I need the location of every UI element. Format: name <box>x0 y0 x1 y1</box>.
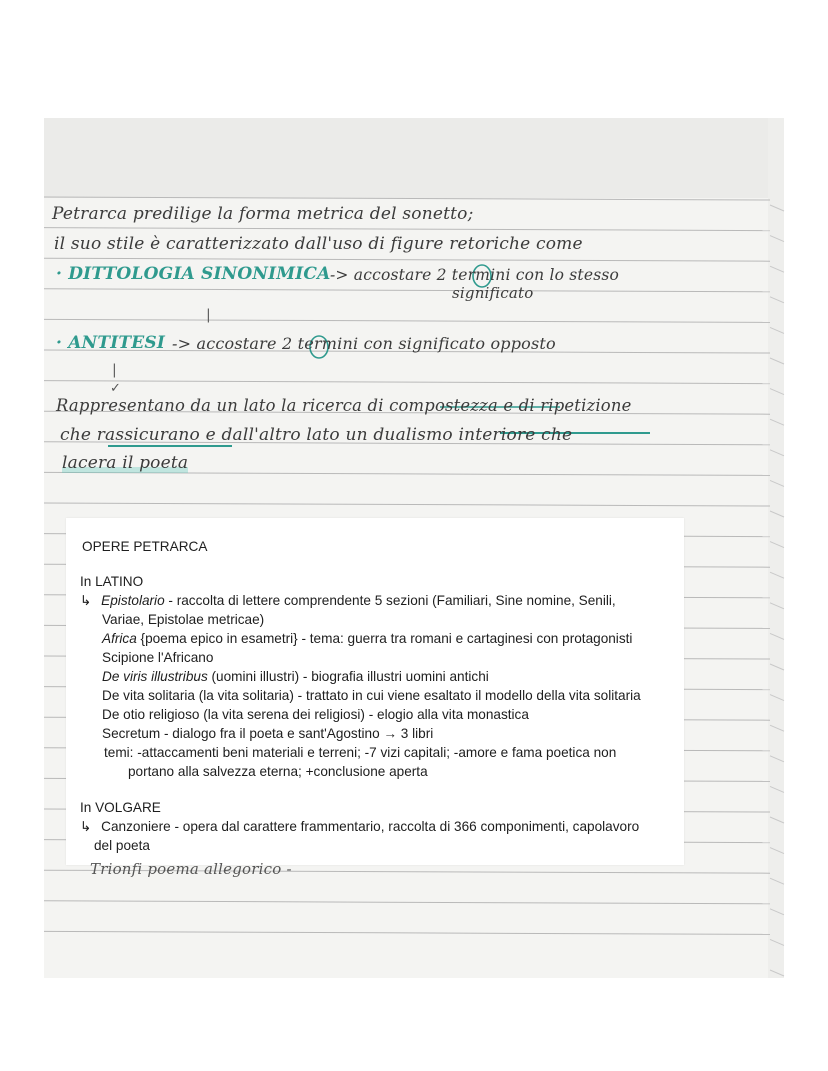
temi-entry-cont: portano alla salvezza eterna; +conclusione aperta <box>128 764 428 779</box>
canzoniere-text: Canzoniere - opera dal carattere frammentario, raccolta di 366 componimenti, capolavoro <box>101 819 640 834</box>
handwritten-line-3: -> accostare 2 termini con lo stesso <box>330 266 620 284</box>
arrow-icon: ↳ <box>80 819 92 834</box>
africa-text: {poema epico in esametri} - tema: guerra tra romani e cartaginesi con protagonisti <box>136 631 633 646</box>
sheet-title: OPERE PETRARCA <box>82 539 208 554</box>
canzoniere-entry <box>80 819 639 835</box>
handwritten-line-7: lacera il poeta <box>62 453 189 473</box>
check-mark: ✓ <box>110 381 121 396</box>
handwritten-line-6: che rassicurano e dall'altro lato un dualismo interiore che <box>60 425 573 445</box>
epistolario-entry <box>80 593 616 609</box>
africa-entry <box>102 631 632 646</box>
otio-entry: De otio religioso (la vita serena dei religiosi) - elogio alla vita monastica <box>102 707 529 722</box>
africa-name: Africa <box>102 631 137 646</box>
handwritten-line-1: Petrarca predilige la forma metrica del sonetto; <box>52 204 474 224</box>
printed-notes-sheet <box>66 518 684 865</box>
handwritten-term-dittologia: · DITTOLOGIA SINONIMICA <box>56 264 331 284</box>
epistolario-name: Epistolario <box>101 593 165 608</box>
handwritten-term-antitesi: · ANTITESI <box>56 333 166 353</box>
secretum-entry: Secretum - dialogo fra il poeta e sant'Agostino → 3 libri <box>102 726 434 741</box>
epistolario-entry-cont: Variae, Epistolae metricae) <box>102 612 265 627</box>
latin-heading: In LATINO <box>80 574 144 589</box>
tick-mark-b: | <box>112 362 117 378</box>
viris-text: (uomini illustri) - biografia illustri uomini antichi <box>207 669 489 684</box>
handwritten-line-4: -> accostare 2 termini con significato opposto <box>172 334 556 353</box>
handwritten-line-5: Rappresentano da un lato la ricerca di compostezza e di ripetizione <box>56 396 632 415</box>
page-top-shadow <box>44 118 784 198</box>
arrow-icon: ↳ <box>80 593 92 608</box>
solitaria-entry: De vita solitaria (la vita solitaria) - trattato in cui viene esaltato il modello della vita solitaria <box>102 688 641 703</box>
tick-mark: | <box>206 307 211 323</box>
volgare-heading: In VOLGARE <box>80 800 161 815</box>
viris-entry <box>102 669 489 684</box>
epistolario-text: - raccolta di lettere comprendente 5 sezioni (Familiari, Sine nomine, Senili, <box>164 593 616 608</box>
temi-entry: temi: -attaccamenti beni materiali e terreni; -7 vizi capitali; -amore e fama poetica non <box>104 745 617 760</box>
africa-entry-cont: Scipione l'Africano <box>102 650 214 665</box>
handwritten-line-3b: significato <box>452 284 534 302</box>
canzoniere-entry-cont: del poeta <box>94 838 150 853</box>
viris-name: De viris illustribus <box>102 669 208 684</box>
right-page-edge <box>768 118 784 978</box>
handwritten-bottom-line: Trionfi poema allegorico - <box>90 860 292 878</box>
handwritten-line-2: il suo stile è caratterizzato dall'uso di figure retoriche come <box>54 234 583 254</box>
